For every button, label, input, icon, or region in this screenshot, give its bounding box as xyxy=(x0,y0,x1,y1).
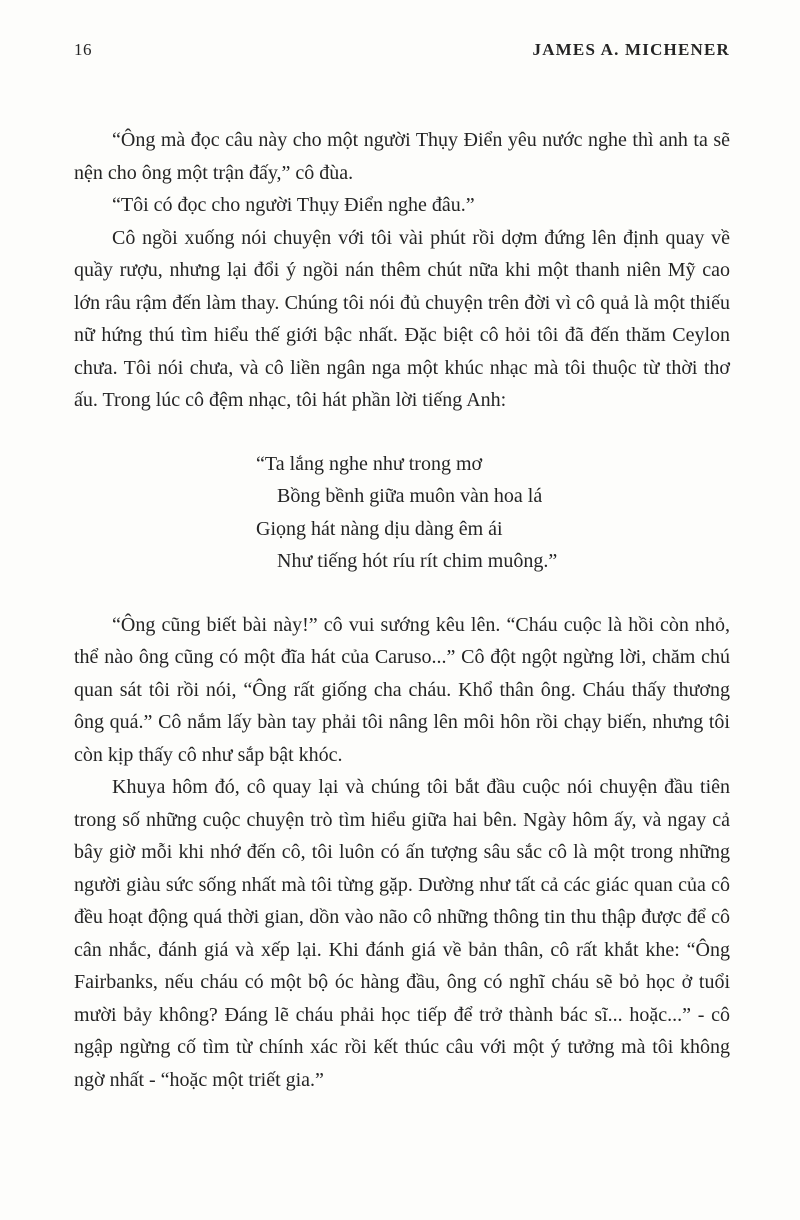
paragraph-4: “Ông cũng biết bài này!” cô vui sướng kêu lên. “Cháu cuộc là hồi còn nhỏ, thể nào ông cũng có một đĩa hát của Caruso...” Cô đột ngột ngừng lời, chăm chú quan sát tôi rồi nói, “Ông rất giống cha cháu. Khổ thân ông. Cháu thấy thương ông quá.” Cô nắm lấy bàn tay phải tôi nâng lên môi hôn rồi chạy biến, nhưng tôi còn kịp thấy cô như sắp bật khóc. xyxy=(74,613,730,766)
poem-line-4: Như tiếng hót ríu rít chim muông.” xyxy=(277,550,558,572)
page-number: 16 xyxy=(74,40,92,59)
poem-line-2: Bồng bềnh giữa muôn vàn hoa lá xyxy=(277,485,543,507)
paragraph-1: “Ông mà đọc câu này cho một người Thụy Điển yêu nước nghe thì anh ta sẽ nện cho ông một trận đấy,” cô đùa. xyxy=(74,129,730,184)
poem-stanza xyxy=(74,448,730,578)
poem-line-1: “Ta lắng nghe như trong mơ xyxy=(256,452,483,475)
paragraph-2: “Tôi có đọc cho người Thụy Điển nghe đâu.” xyxy=(112,194,475,216)
page-header xyxy=(74,40,730,60)
page-body xyxy=(74,124,730,1096)
running-head: JAMES A. MICHENER xyxy=(532,40,730,59)
paragraph-3: Cô ngồi xuống nói chuyện với tôi vài phút rồi dợm đứng lên định quay về quầy rượu, nhưng lại đổi ý ngồi nán thêm chút nữa khi một thanh niên Mỹ cao lớn râu rậm đến làm thay. Chúng tôi nói đủ chuyện trên đời vì cô quả là một thiếu nữ hứng thú tìm hiểu thế giới bậc nhất. Đặc biệt cô hỏi tôi đã đến thăm Ceylon chưa. Tôi nói chưa, và cô liền ngân nga một khúc nhạc mà tôi thuộc từ thời thơ ấu. Trong lúc cô đệm nhạc, tôi hát phần lời tiếng Anh: xyxy=(74,226,730,411)
paragraph-5: Khuya hôm đó, cô quay lại và chúng tôi bắt đầu cuộc nói chuyện đầu tiên trong số những cuộc chuyện trò tìm hiểu giữa hai bên. Ngày hôm ấy, và ngay cả bây giờ mỗi khi nhớ đến cô, tôi luôn có ấn tượng sâu sắc cô là một trong những người giàu sức sống nhất mà tôi từng gặp. Dường như tất cả các giác quan của cô đều hoạt động quá thời gian, dồn vào não cô những thông tin thu thập được để cô cân nhắc, đánh giá và xếp lại. Khi đánh giá về bản thân, cô rất khắt khe: “Ông Fairbanks, nếu cháu có một bộ óc hàng đầu, ông có nghĩ cháu sẽ bỏ học ở tuổi mười bảy không? Đáng lẽ cháu phải học tiếp để trở thành bác sĩ... hoặc...” - cô ngập ngừng cố tìm từ chính xác rồi kết thúc câu với một ý tưởng mà tôi không ngờ nhất - “hoặc một triết gia.” xyxy=(74,776,730,1091)
poem-line-3: Giọng hát nàng dịu dàng êm ái xyxy=(256,517,503,540)
